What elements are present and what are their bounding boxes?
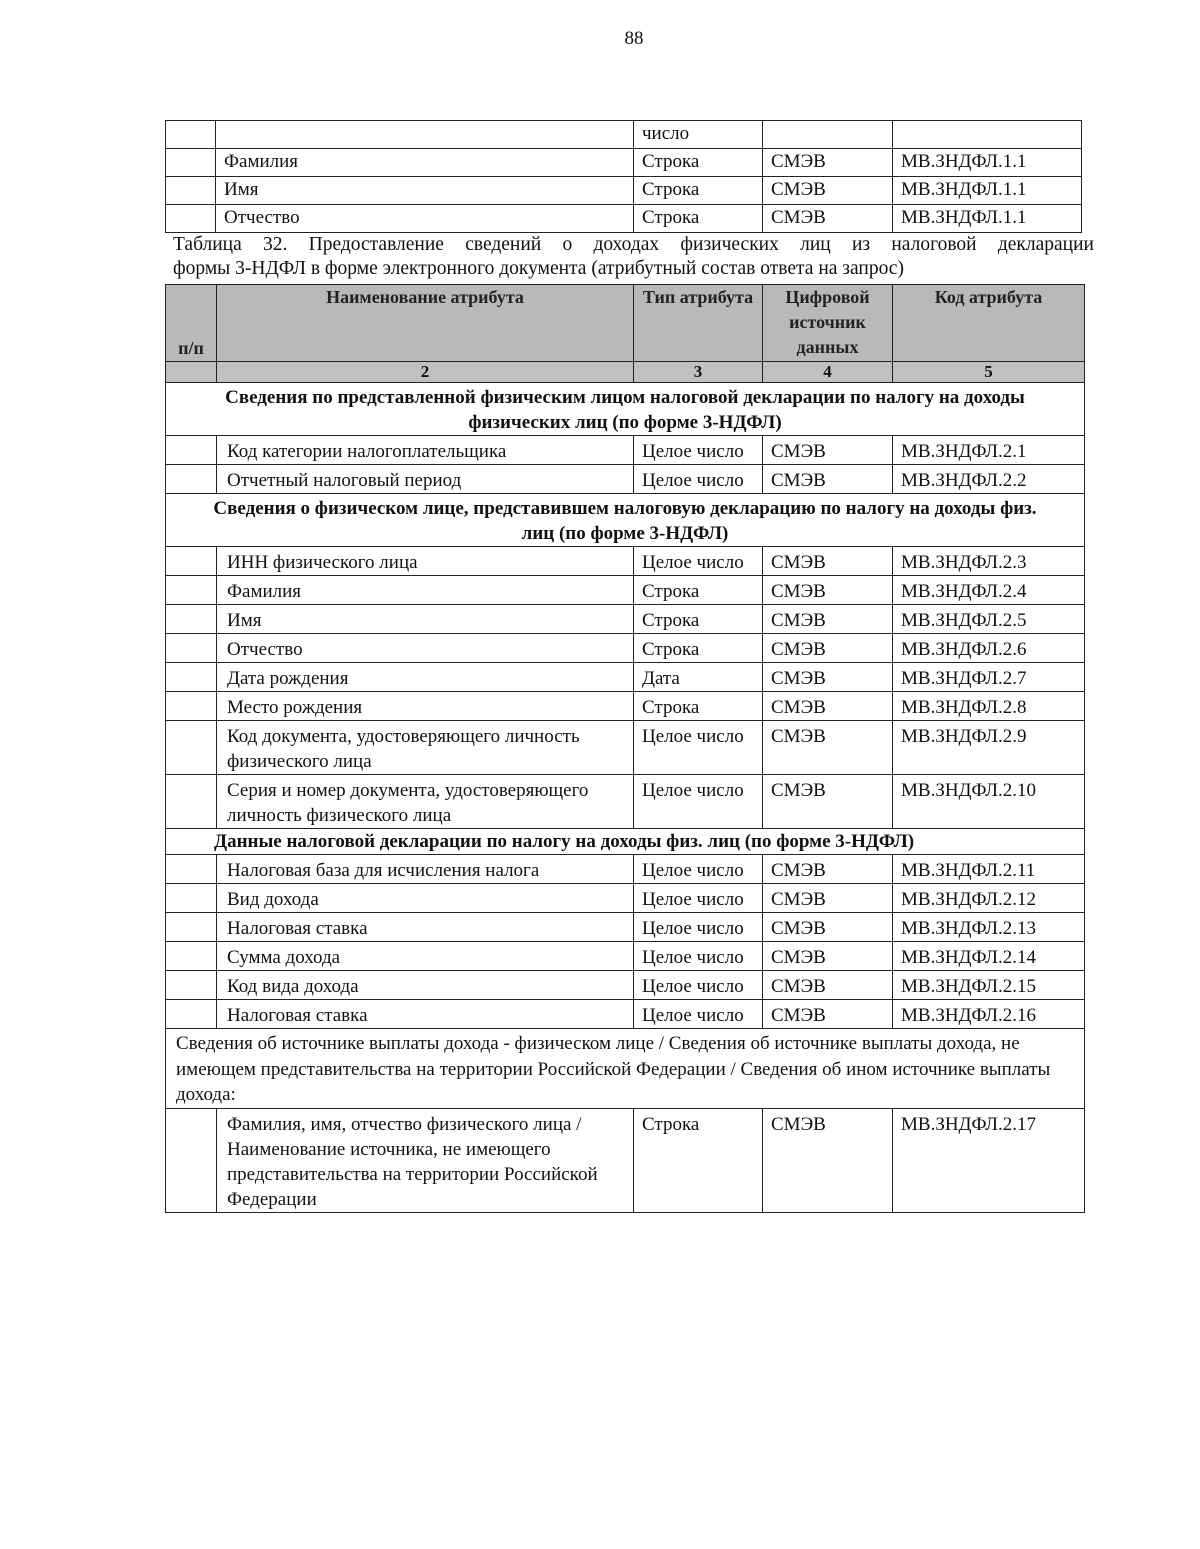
data-source-cell: СМЭВ bbox=[763, 205, 893, 233]
table-row bbox=[166, 855, 1085, 884]
attribute-name-cell: Имя bbox=[216, 177, 634, 205]
table-row bbox=[166, 605, 1085, 634]
table-row bbox=[166, 942, 1085, 971]
table-row bbox=[166, 547, 1085, 576]
table-row bbox=[166, 663, 1085, 692]
data-source-cell: СМЭВ bbox=[763, 1108, 893, 1212]
attribute-code-cell: МВ.ЗНДФЛ.1.1 bbox=[893, 177, 1082, 205]
attribute-type-cell: Строка bbox=[634, 576, 763, 605]
table-caption-line: формы 3-НДФЛ в форме электронного документа (атрибутный состав ответа на запрос) bbox=[173, 258, 904, 279]
row-number-cell bbox=[166, 663, 217, 692]
attribute-type-cell: Целое число bbox=[634, 855, 763, 884]
header-code-cell: Код атрибута bbox=[893, 285, 1085, 362]
row-number-cell bbox=[166, 149, 216, 177]
table-row bbox=[166, 576, 1085, 605]
data-source-cell: СМЭВ bbox=[763, 942, 893, 971]
attribute-code-cell: МВ.ЗНДФЛ.2.6 bbox=[893, 634, 1085, 663]
header-number-cell: 2 bbox=[217, 362, 634, 383]
data-source-cell: СМЭВ bbox=[763, 971, 893, 1000]
attribute-type-cell: Целое число bbox=[634, 971, 763, 1000]
attribute-type-cell: Целое число bbox=[634, 465, 763, 494]
row-number-cell bbox=[166, 177, 216, 205]
attribute-type-cell: Строка bbox=[634, 634, 763, 663]
attribute-name-cell: Серия и номер документа, удостоверяющего личность физического лица bbox=[217, 775, 634, 829]
row-number-cell bbox=[166, 855, 217, 884]
attribute-name-cell: Дата рождения bbox=[217, 663, 634, 692]
attribute-code-cell: МВ.ЗНДФЛ.2.10 bbox=[893, 775, 1085, 829]
data-source-cell: СМЭВ bbox=[763, 1000, 893, 1029]
attribute-type-cell: Целое число bbox=[634, 942, 763, 971]
row-number-cell bbox=[166, 721, 217, 775]
continuation-table bbox=[165, 120, 1082, 233]
row-number-cell bbox=[166, 634, 217, 663]
attribute-code-cell: МВ.ЗНДФЛ.2.13 bbox=[893, 913, 1085, 942]
attribute-code-cell: МВ.ЗНДФЛ.2.11 bbox=[893, 855, 1085, 884]
header-number-cell: 5 bbox=[893, 362, 1085, 383]
section-header-row bbox=[166, 829, 1085, 855]
section-header-row bbox=[166, 1029, 1085, 1109]
attribute-name-cell: Код категории налогоплательщика bbox=[217, 436, 634, 465]
attribute-type-cell: число bbox=[634, 121, 763, 149]
attribute-type-cell: Целое число bbox=[634, 775, 763, 829]
header-num-cell: п/п bbox=[166, 285, 217, 362]
header-source-cell: Цифровой источник данных bbox=[763, 285, 893, 362]
header-number-cell: 4 bbox=[763, 362, 893, 383]
attribute-type-cell: Целое число bbox=[634, 1000, 763, 1029]
attribute-type-cell: Строка bbox=[634, 149, 763, 177]
table-row bbox=[166, 205, 1082, 233]
attribute-name-cell: Код вида дохода bbox=[217, 971, 634, 1000]
data-source-cell: СМЭВ bbox=[763, 913, 893, 942]
attribute-type-cell: Целое число bbox=[634, 913, 763, 942]
table-caption bbox=[173, 233, 1094, 281]
attribute-name-cell: ИНН физического лица bbox=[217, 547, 634, 576]
row-number-cell bbox=[166, 913, 217, 942]
table-row bbox=[166, 1000, 1085, 1029]
attribute-code-cell: МВ.ЗНДФЛ.2.3 bbox=[893, 547, 1085, 576]
attribute-name-cell: Налоговая база для исчисления налога bbox=[217, 855, 634, 884]
attribute-name-cell: Отчество bbox=[217, 634, 634, 663]
table-row bbox=[166, 177, 1082, 205]
table-row bbox=[166, 971, 1085, 1000]
row-number-cell bbox=[166, 576, 217, 605]
attribute-name-cell: Код документа, удостоверяющего личность физического лица bbox=[217, 721, 634, 775]
data-source-cell: СМЭВ bbox=[763, 721, 893, 775]
table-row bbox=[166, 721, 1085, 775]
table-row bbox=[166, 692, 1085, 721]
attribute-type-cell: Дата bbox=[634, 663, 763, 692]
row-number-cell bbox=[166, 605, 217, 634]
section-header-row bbox=[166, 383, 1085, 436]
table-header-row bbox=[166, 285, 1085, 362]
attribute-code-cell: МВ.ЗНДФЛ.2.8 bbox=[893, 692, 1085, 721]
data-source-cell bbox=[763, 121, 893, 149]
section-title: Сведения о физическом лице, представившем налоговую декларацию по налогу на доходы физ. лиц (по форме 3-НДФЛ) bbox=[166, 494, 1085, 547]
table-row bbox=[166, 149, 1082, 177]
row-number-cell bbox=[166, 775, 217, 829]
row-number-cell bbox=[166, 1000, 217, 1029]
page-number: 88 bbox=[624, 28, 644, 49]
table-row bbox=[166, 775, 1085, 829]
data-source-cell: СМЭВ bbox=[763, 855, 893, 884]
section-title: Данные налоговой декларации по налогу на доходы физ. лиц (по форме 3-НДФЛ) bbox=[166, 829, 1085, 855]
row-number-cell bbox=[166, 971, 217, 1000]
attribute-name-cell bbox=[216, 121, 634, 149]
attribute-type-cell: Строка bbox=[634, 1108, 763, 1212]
table-row bbox=[166, 913, 1085, 942]
table-caption-line: Таблица 32. Предоставление сведений о доходах физических лиц из налоговой декларации bbox=[173, 234, 1094, 255]
attribute-name-cell: Фамилия, имя, отчество физического лица / Наименование источника, не имеющего представительства на территории Российской Федерации bbox=[217, 1108, 634, 1212]
data-source-cell: СМЭВ bbox=[763, 663, 893, 692]
row-number-cell bbox=[166, 884, 217, 913]
attribute-code-cell: МВ.ЗНДФЛ.2.1 bbox=[893, 436, 1085, 465]
attribute-name-cell: Фамилия bbox=[216, 149, 634, 177]
row-number-cell bbox=[166, 547, 217, 576]
data-source-cell: СМЭВ bbox=[763, 884, 893, 913]
attribute-type-cell: Строка bbox=[634, 692, 763, 721]
table-row bbox=[166, 121, 1082, 149]
attribute-name-cell: Сумма дохода bbox=[217, 942, 634, 971]
attribute-type-cell: Целое число bbox=[634, 436, 763, 465]
table-row bbox=[166, 465, 1085, 494]
row-number-cell bbox=[166, 942, 217, 971]
data-source-cell: СМЭВ bbox=[763, 149, 893, 177]
table-row bbox=[166, 884, 1085, 913]
data-source-cell: СМЭВ bbox=[763, 576, 893, 605]
attribute-code-cell: МВ.ЗНДФЛ.2.15 bbox=[893, 971, 1085, 1000]
attribute-code-cell: МВ.ЗНДФЛ.2.2 bbox=[893, 465, 1085, 494]
row-number-cell bbox=[166, 121, 216, 149]
attribute-code-cell: МВ.ЗНДФЛ.2.9 bbox=[893, 721, 1085, 775]
attribute-name-cell: Место рождения bbox=[217, 692, 634, 721]
attribute-name-cell: Отчество bbox=[216, 205, 634, 233]
attribute-code-cell bbox=[893, 121, 1082, 149]
attribute-name-cell: Отчетный налоговый период bbox=[217, 465, 634, 494]
attribute-type-cell: Целое число bbox=[634, 547, 763, 576]
data-source-cell: СМЭВ bbox=[763, 547, 893, 576]
row-number-cell bbox=[166, 436, 217, 465]
table-row bbox=[166, 436, 1085, 465]
row-number-cell bbox=[166, 1108, 217, 1212]
attribute-name-cell: Налоговая ставка bbox=[217, 1000, 634, 1029]
data-source-cell: СМЭВ bbox=[763, 177, 893, 205]
section-title: Сведения об источнике выплаты дохода - физическом лице / Сведения об источнике выплаты дохода, не имеющем представительства на территории Российской Федерации / Сведения об ином источнике выплаты дохода: bbox=[166, 1029, 1085, 1109]
header-number-cell bbox=[166, 362, 217, 383]
attribute-type-cell: Целое число bbox=[634, 884, 763, 913]
attribute-name-cell: Вид дохода bbox=[217, 884, 634, 913]
data-source-cell: СМЭВ bbox=[763, 634, 893, 663]
attribute-code-cell: МВ.ЗНДФЛ.2.16 bbox=[893, 1000, 1085, 1029]
attribute-code-cell: МВ.ЗНДФЛ.2.5 bbox=[893, 605, 1085, 634]
attribute-code-cell: МВ.ЗНДФЛ.1.1 bbox=[893, 149, 1082, 177]
attribute-name-cell: Налоговая ставка bbox=[217, 913, 634, 942]
header-number-cell: 3 bbox=[634, 362, 763, 383]
row-number-cell bbox=[166, 465, 217, 494]
table-row bbox=[166, 1108, 1085, 1212]
attribute-code-cell: МВ.ЗНДФЛ.2.7 bbox=[893, 663, 1085, 692]
data-source-cell: СМЭВ bbox=[763, 465, 893, 494]
section-title: Сведения по представленной физическим лицом налоговой декларации по налогу на доходы физических лиц (по форме 3-НДФЛ) bbox=[166, 383, 1085, 436]
table-header-numbers-row bbox=[166, 362, 1085, 383]
attribute-type-cell: Целое число bbox=[634, 721, 763, 775]
data-source-cell: СМЭВ bbox=[763, 692, 893, 721]
attributes-table bbox=[165, 284, 1085, 1213]
attribute-type-cell: Строка bbox=[634, 605, 763, 634]
attribute-code-cell: МВ.ЗНДФЛ.2.4 bbox=[893, 576, 1085, 605]
attribute-code-cell: МВ.ЗНДФЛ.2.12 bbox=[893, 884, 1085, 913]
attribute-type-cell: Строка bbox=[634, 205, 763, 233]
header-name-cell: Наименование атрибута bbox=[217, 285, 634, 362]
data-source-cell: СМЭВ bbox=[763, 436, 893, 465]
section-header-row bbox=[166, 494, 1085, 547]
data-source-cell: СМЭВ bbox=[763, 605, 893, 634]
attribute-name-cell: Фамилия bbox=[217, 576, 634, 605]
header-type-cell: Тип атрибута bbox=[634, 285, 763, 362]
attribute-type-cell: Строка bbox=[634, 177, 763, 205]
attribute-code-cell: МВ.ЗНДФЛ.2.17 bbox=[893, 1108, 1085, 1212]
row-number-cell bbox=[166, 205, 216, 233]
row-number-cell bbox=[166, 692, 217, 721]
table-row bbox=[166, 634, 1085, 663]
data-source-cell: СМЭВ bbox=[763, 775, 893, 829]
attribute-code-cell: МВ.ЗНДФЛ.2.14 bbox=[893, 942, 1085, 971]
attribute-name-cell: Имя bbox=[217, 605, 634, 634]
attribute-code-cell: МВ.ЗНДФЛ.1.1 bbox=[893, 205, 1082, 233]
